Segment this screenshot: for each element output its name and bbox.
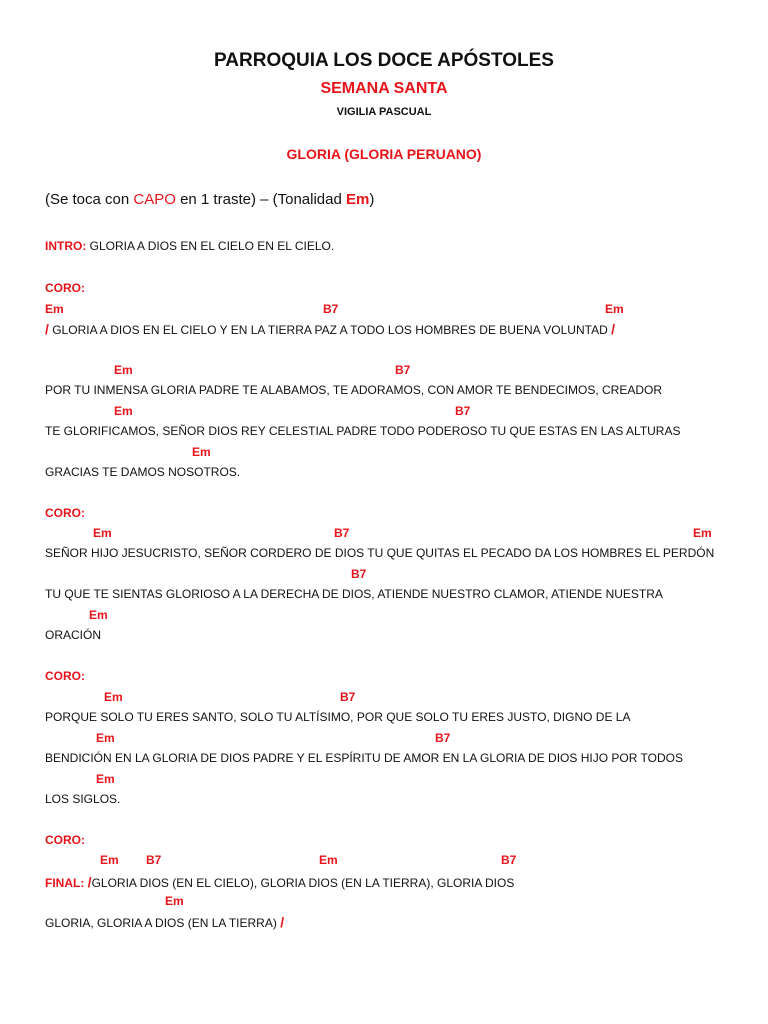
chord: Em (319, 853, 338, 867)
chord: Em (165, 894, 184, 908)
capo-note (45, 191, 374, 208)
chord: Em (100, 853, 119, 867)
lyric-line: LOS SIGLOS. (45, 792, 121, 806)
repeat-slash: / (611, 321, 615, 337)
repeat-slash: / (87, 874, 92, 890)
capo-text-1: (Se toca con (45, 191, 134, 208)
lyric-line (45, 914, 284, 930)
repeat-slash: / (280, 914, 285, 930)
chord: B7 (146, 853, 162, 867)
chord: B7 (435, 731, 451, 745)
final-label: FINAL: (45, 876, 85, 890)
lyric-line: ORACIÓN (45, 628, 102, 642)
repeat-slash: / (45, 321, 49, 337)
coro-label: CORO: (45, 669, 85, 683)
lyric-line: TE GLORIFICAMOS, SEÑOR DIOS REY CELESTIAL PADRE TODO PODEROSO TU QUE ESTAS EN LAS ALTURAS (45, 424, 681, 438)
chord: Em (93, 526, 112, 540)
coro-label: CORO: (45, 506, 85, 520)
page-subtitle: SEMANA SANTA (320, 80, 448, 97)
lyric-line: GRACIAS TE DAMOS NOSOTROS. (45, 465, 241, 479)
lyric-line: PORQUE SOLO TU ERES SANTO, SOLO TU ALTÍSIMO, POR QUE SOLO TU ERES JUSTO, DIGNO DE LA (45, 710, 631, 724)
final-line (45, 874, 514, 890)
lyric-text: GLORIA, GLORIA A DIOS (EN LA TIERRA) (45, 916, 281, 930)
lyric-line: TU QUE TE SIENTAS GLORIOSO A LA DERECHA DE DIOS, ATIENDE NUESTRO CLAMOR, ATIENDE NUESTRA (45, 587, 663, 601)
chord: Em (45, 302, 64, 316)
chord: B7 (334, 526, 350, 540)
capo-word: CAPO (133, 191, 176, 208)
chord: B7 (351, 567, 367, 581)
chord: Em (605, 302, 624, 316)
lyric-line (45, 321, 615, 337)
chord: B7 (395, 363, 411, 377)
lyric-text: GLORIA A DIOS EN EL CIELO Y EN LA TIERRA PAZ A TODO LOS HOMBRES DE BUENA VOLUNTAD (48, 323, 612, 337)
key-name: Em (346, 191, 370, 208)
song-title: GLORIA (GLORIA PERUANO) (286, 146, 482, 162)
lyric-text: GLORIA DIOS (EN EL CIELO), GLORIA DIOS (EN LA TIERRA), GLORIA DIOS (91, 876, 515, 890)
chord: B7 (323, 302, 339, 316)
lyric-line: BENDICIÓN EN LA GLORIA DE DIOS PADRE Y EL ESPÍRITU DE AMOR EN LA GLORIA DE DIOS HIJO POR TODOS (45, 751, 683, 765)
chord: Em (114, 404, 133, 418)
coro-label: CORO: (45, 281, 85, 295)
page-title: PARROQUIA LOS DOCE APÓSTOLES (214, 50, 554, 71)
chord: Em (89, 608, 108, 622)
capo-text-3: ) (369, 191, 375, 208)
chord: Em (96, 772, 115, 786)
chord: Em (693, 526, 712, 540)
chord: Em (96, 731, 115, 745)
intro-label: INTRO: (45, 239, 87, 253)
lyric-line: POR TU INMENSA GLORIA PADRE TE ALABAMOS, TE ADORAMOS, CON AMOR TE BENDECIMOS, CREADOR (45, 383, 663, 397)
chord: B7 (455, 404, 471, 418)
capo-text-2: en 1 traste) – (Tonalidad (175, 191, 347, 208)
event-name: VIGILIA PASCUAL (336, 106, 432, 118)
chord: Em (192, 445, 211, 459)
chord: Em (104, 690, 123, 704)
intro-line (45, 239, 334, 253)
coro-label: CORO: (45, 833, 85, 847)
intro-text: GLORIA A DIOS EN EL CIELO EN EL CIELO. (86, 239, 335, 253)
chord: Em (114, 363, 133, 377)
chord: B7 (340, 690, 356, 704)
chord: B7 (501, 853, 517, 867)
lyric-line: SEÑOR HIJO JESUCRISTO, SEÑOR CORDERO DE DIOS TU QUE QUITAS EL PECADO DA LOS HOMBRES EL PERDÓN (45, 546, 715, 560)
